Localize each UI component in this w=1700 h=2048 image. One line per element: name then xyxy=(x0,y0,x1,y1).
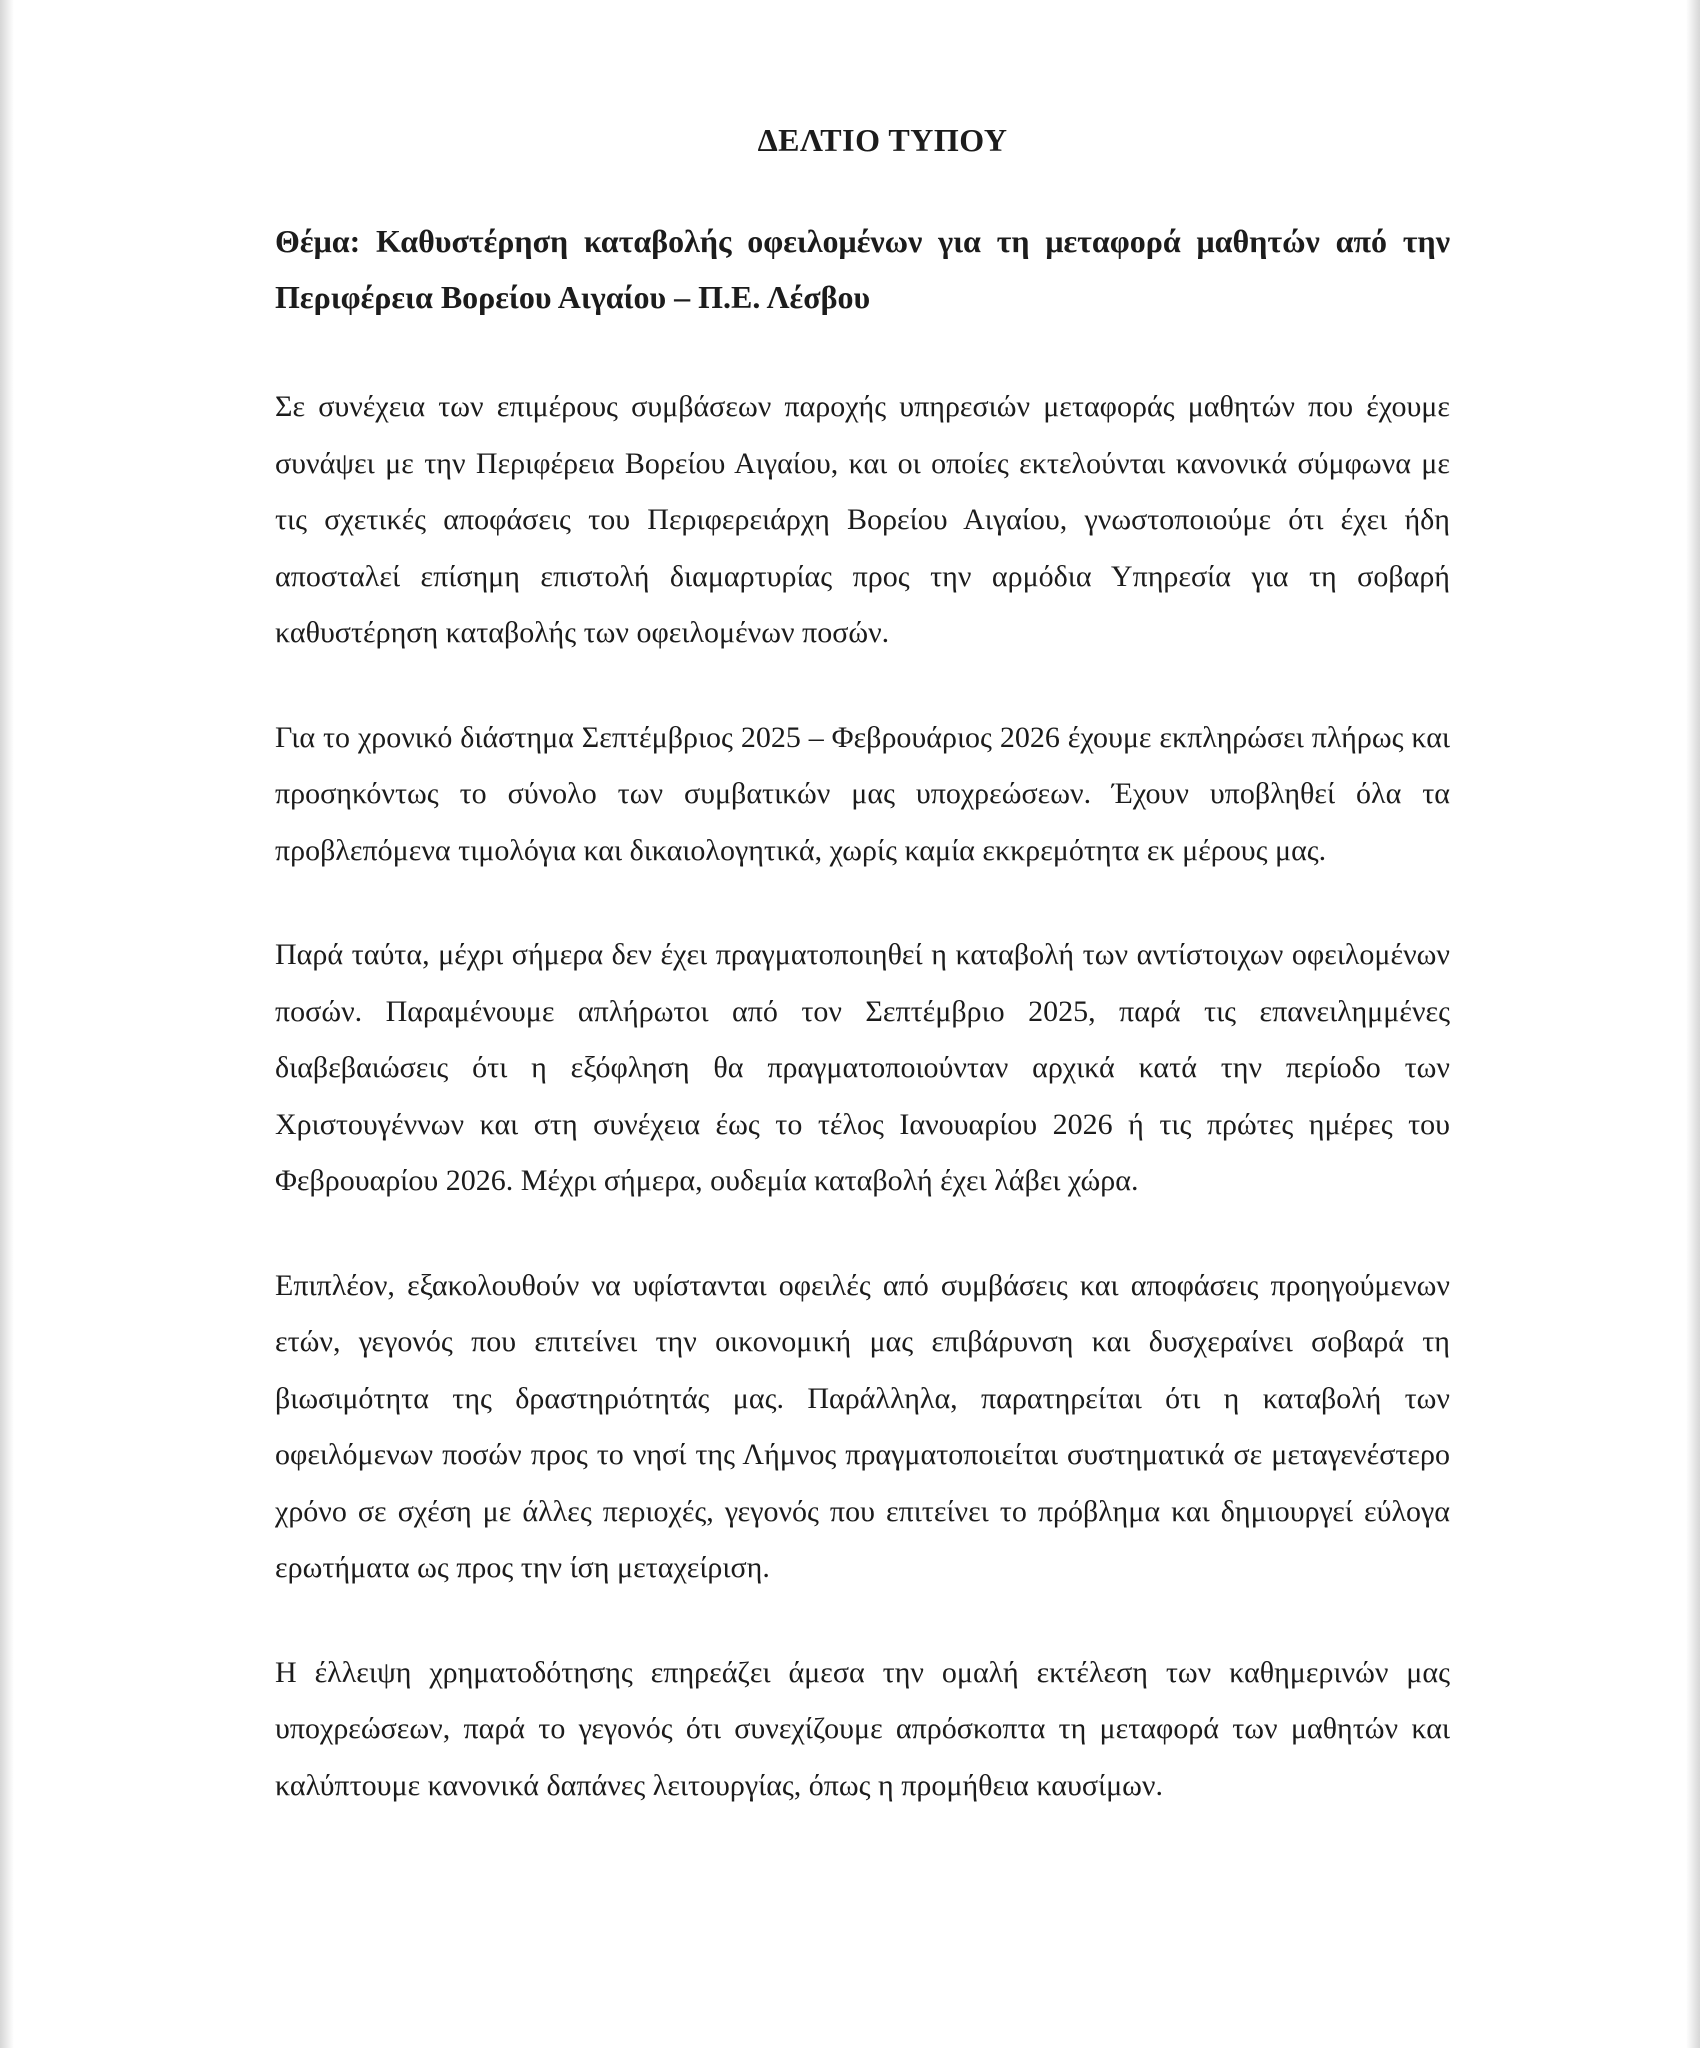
page-edge-right xyxy=(1686,0,1700,2048)
paragraph-4: Επιπλέον, εξακολουθούν να υφίστανται οφειλές από συμβάσεις και αποφάσεις προηγούμενων ετών, γεγονός που επιτείνει την οικονομική μας επιβάρυνση και δυσχεραίνει σοβαρά τη βιωσιμότητα της δραστηριότητάς μας. Παράλληλα, παρατηρείται ότι η καταβολή των οφειλόμενων ποσών προς το νησί της Λήμνος πραγματοποιείται συστηματικά σε μεταγενέστερο χρόνο σε σχέση με άλλες περιοχές, γεγονός που επιτείνει το πρόβλημα και δημιουργεί εύλογα ερωτήματα ως προς την ίση μεταχείριση. xyxy=(275,1268,1450,1584)
paragraph-1: Σε συνέχεια των επιμέρους συμβάσεων παροχής υπηρεσιών μεταφοράς μαθητών που έχουμε συνάψει με την Περιφέρεια Βορείου Αιγαίου, και οι οποίες εκτελούνται κανονικά σύμφωνα με τις σχετικές αποφάσεις του Περιφερειάρχη Βορείου Αιγαίου, γνωστοποιούμε ότι έχει ήδη αποσταλεί επίσημη επιστολή διαμαρτυρίας προς την αρμόδια Υπηρεσία για τη σοβαρή καθυστέρηση καταβολής των οφειλομένων ποσών. xyxy=(275,390,1450,649)
paragraph-5: Η έλλειψη χρηματοδότησης επηρεάζει άμεσα την ομαλή εκτέλεση των καθημερινών μας υποχρεώσεων, παρά το γεγονός ότι συνεχίζουμε απρόσκοπτα τη μεταφορά των μαθητών και καλύπτουμε κανονικά δαπάνες λειτουργίας, όπως η προμήθεια καυσίμων. xyxy=(275,1655,1450,1802)
document-subject: Θέμα: Καθυστέρηση καταβολής οφειλομένων για τη μεταφορά μαθητών από την Περιφέρεια Βορείου Αιγαίου – Π.Ε. Λέσβου xyxy=(275,223,1450,315)
document-body xyxy=(275,108,1450,1814)
paragraph-2: Για το χρονικό διάστημα Σεπτέμβριος 2025 – Φεβρουάριος 2026 έχουμε εκπληρώσει πλήρως και προσηκόντως το σύνολο των συμβατικών μας υποχρεώσεων. Έχουν υποβληθεί όλα τα προβλεπόμενα τιμολόγια και δικαιολογητικά, χωρίς καμία εκκρεμότητα εκ μέρους μας. xyxy=(275,720,1450,867)
document-title: ΔΕΛΤΙΟ ΤΥΠΟΥ xyxy=(757,122,1008,158)
paragraph-3: Παρά ταύτα, μέχρι σήμερα δεν έχει πραγματοποιηθεί η καταβολή των αντίστοιχων οφειλομένων ποσών. Παραμένουμε απλήρωτοι από τον Σεπτέμβριο 2025, παρά τις επανειλημμένες διαβεβαιώσεις ότι η εξόφληση θα πραγματοποιούνταν αρχικά κατά την περίοδο των Χριστουγέννων και στη συνέχεια έως το τέλος Ιανουαρίου 2026 ή τις πρώτες ημέρες του Φεβρουαρίου 2026. Μέχρι σήμερα, ουδεμία καταβολή έχει λάβει χώρα. xyxy=(275,938,1450,1197)
page-edge-left xyxy=(0,0,14,2048)
